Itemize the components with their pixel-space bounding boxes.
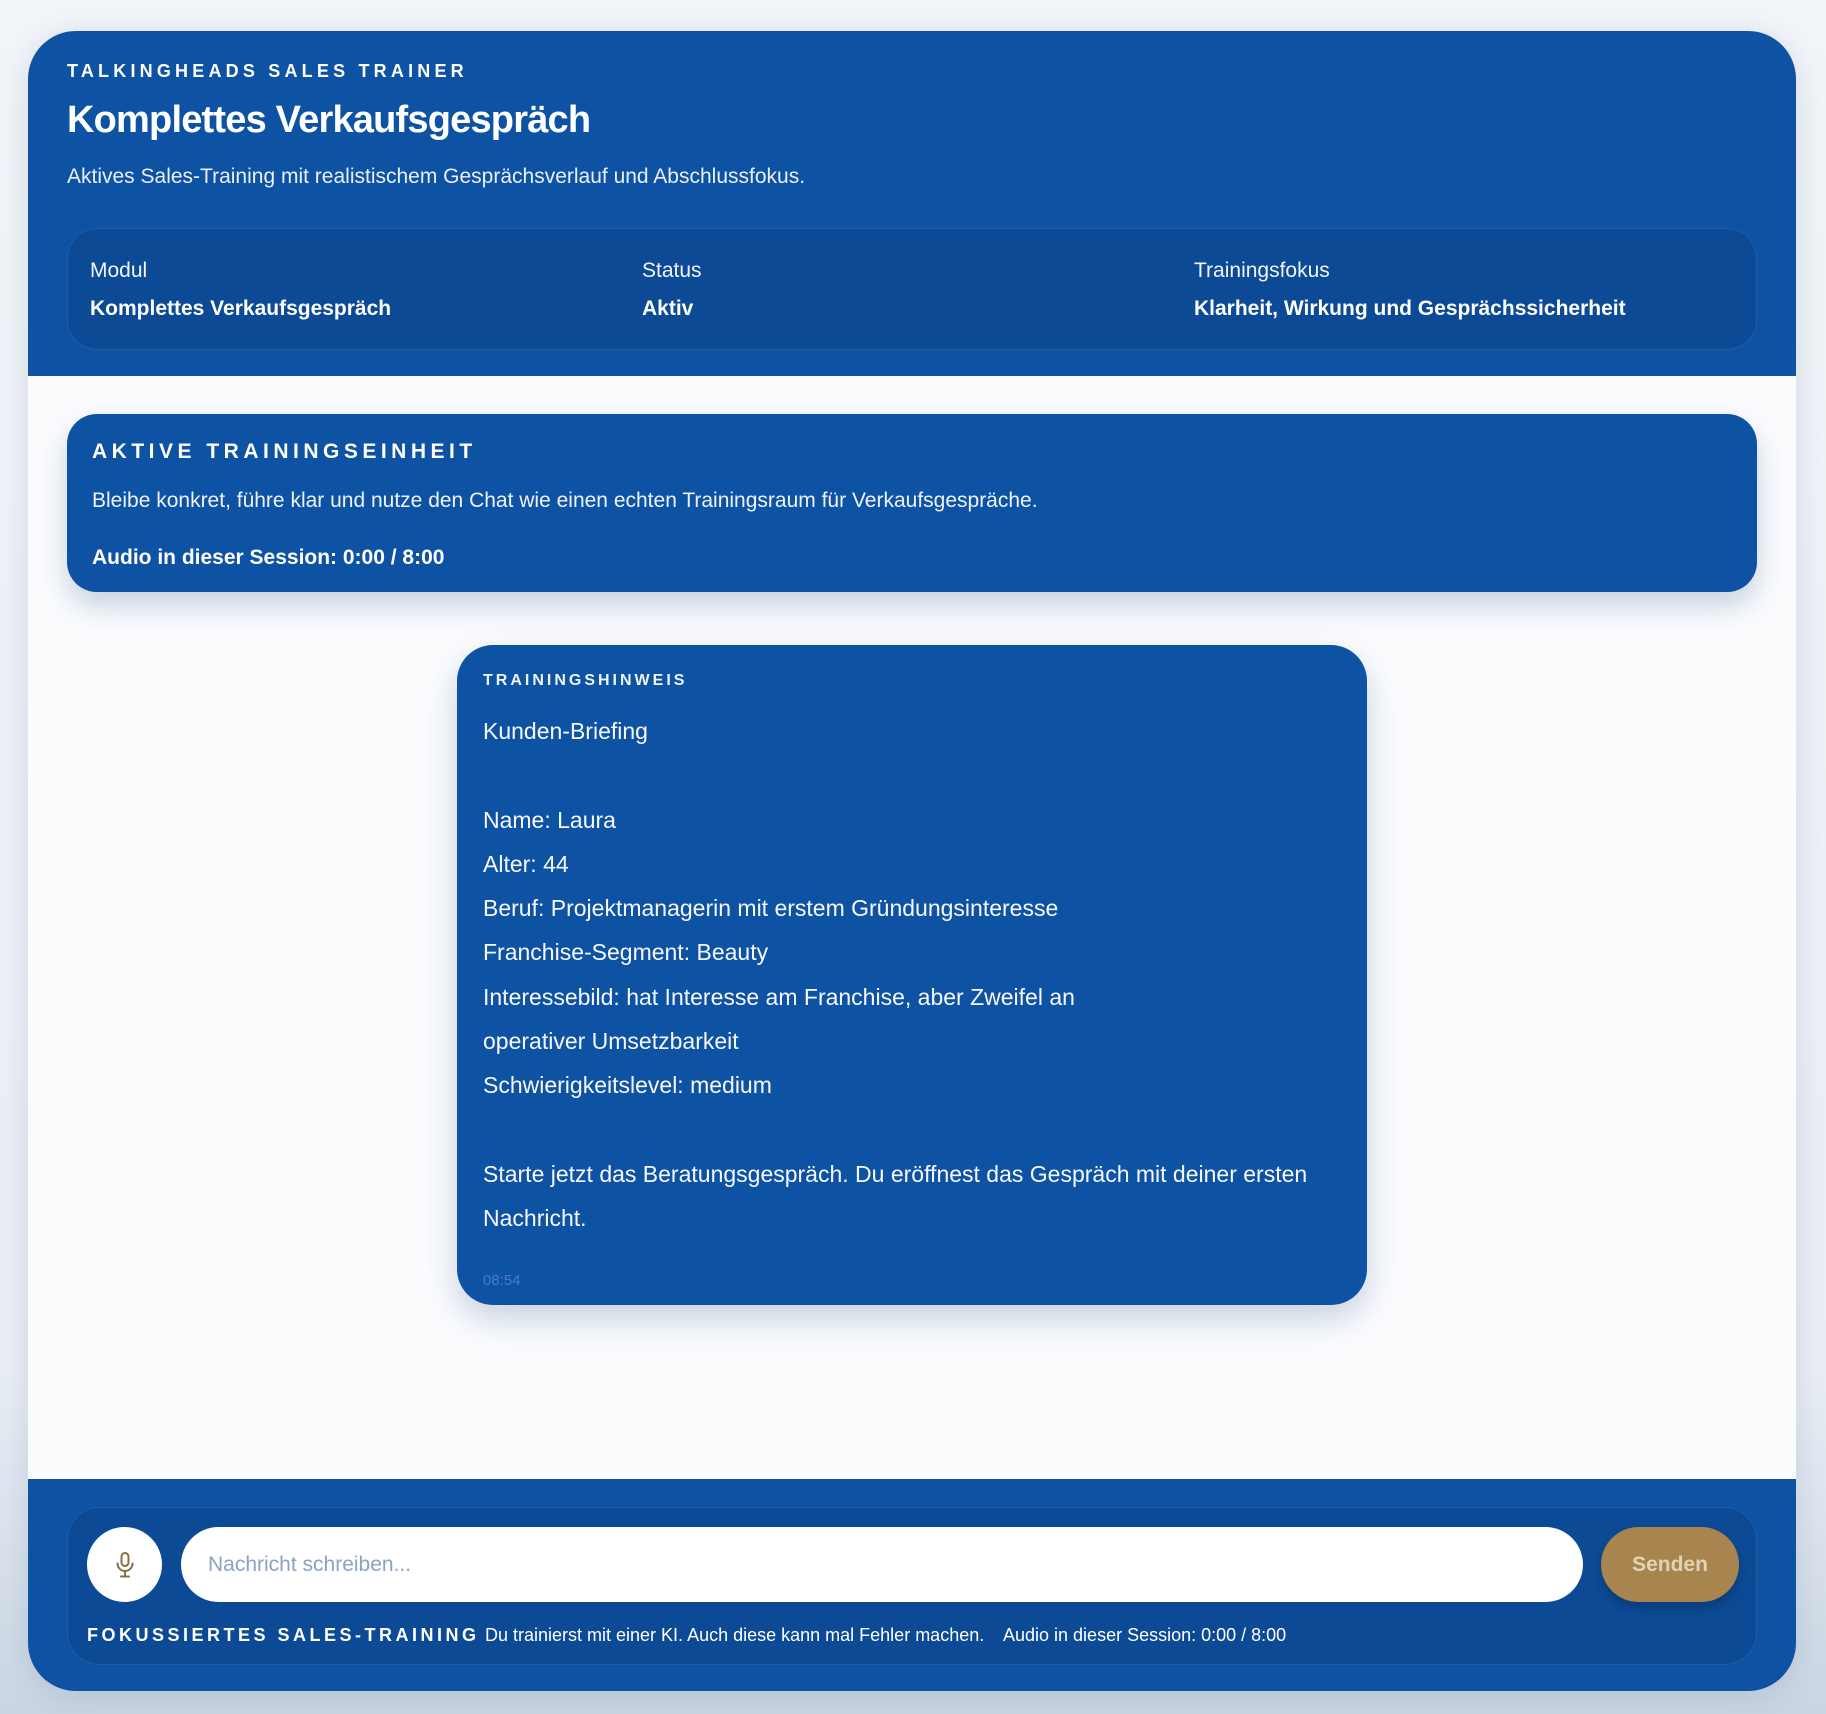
message-line: Interessebild: hat Interesse am Franchise, aber Zweifel an operativer Umsetzbarkeit [483,983,1075,1055]
info-module-label: Modul [90,259,148,282]
active-session-card [67,414,1757,592]
message-closing: Starte jetzt das Beratungsgespräch. Du eröffnest das Gespräch mit deiner ersten Nachricht. [483,1160,1308,1232]
info-focus-label: Trainingsfokus [1194,259,1330,282]
page-title: Komplettes Verkaufsgespräch [67,99,591,141]
footer-disclaimer: Du trainierst mit einer KI. Auch diese kann mal Fehler machen. [485,1625,985,1645]
message-timestamp: 08:54 [483,1272,521,1289]
info-module [90,259,391,321]
message-line: Franchise-Segment: Beauty [483,939,769,966]
message-input[interactable] [181,1527,1583,1602]
composer-footer [28,1479,1796,1691]
composer [67,1507,1757,1665]
microphone-icon [113,1551,137,1579]
info-status-label: Status [642,259,702,282]
footer-brand: FOKUSSIERTES SALES-TRAINING [87,1625,480,1645]
message-bubble [457,645,1367,1305]
info-focus [1194,259,1626,321]
app-eyebrow: TALKINGHEADS SALES TRAINER [67,61,468,81]
info-focus-value: Klarheit, Wirkung und Gesprächssicherheit [1194,297,1626,320]
message-tag: TRAININGSHINWEIS [483,672,688,689]
session-title: AKTIVE TRAININGSEINHEIT [92,440,477,463]
info-module-value: Komplettes Verkaufsgespräch [90,297,392,320]
info-status [642,259,702,321]
page-subtitle: Aktives Sales-Training mit realistischem Gesprächsverlauf und Abschlussfokus. [67,165,806,188]
message-line: Name: Laura [483,806,616,833]
message-heading: Kunden-Briefing [483,718,648,744]
message-spacer [483,753,1353,797]
message-body [483,709,1353,1241]
message-line: Schwierigkeitslevel: medium [483,1072,772,1099]
app-window [28,31,1796,1691]
send-button[interactable]: Senden [1601,1527,1739,1602]
session-text: Bleibe konkret, führe klar und nutze den Chat wie einen echten Trainingsraum für Verkaufsgespräche. [92,489,1038,512]
info-status-value: Aktiv [642,297,694,320]
session-audio-counter: Audio in dieser Session: 0:00 / 8:00 [92,546,445,569]
message-spacer [483,1108,1353,1152]
module-info-card [67,228,1757,350]
header [28,31,1796,376]
footer-audio-counter: Audio in dieser Session: 0:00 / 8:00 [1003,1625,1287,1645]
message-line: Beruf: Projektmanagerin mit erstem Gründungsinteresse [483,895,1059,922]
message-line: Alter: 44 [483,850,569,877]
microphone-button[interactable] [87,1527,162,1602]
